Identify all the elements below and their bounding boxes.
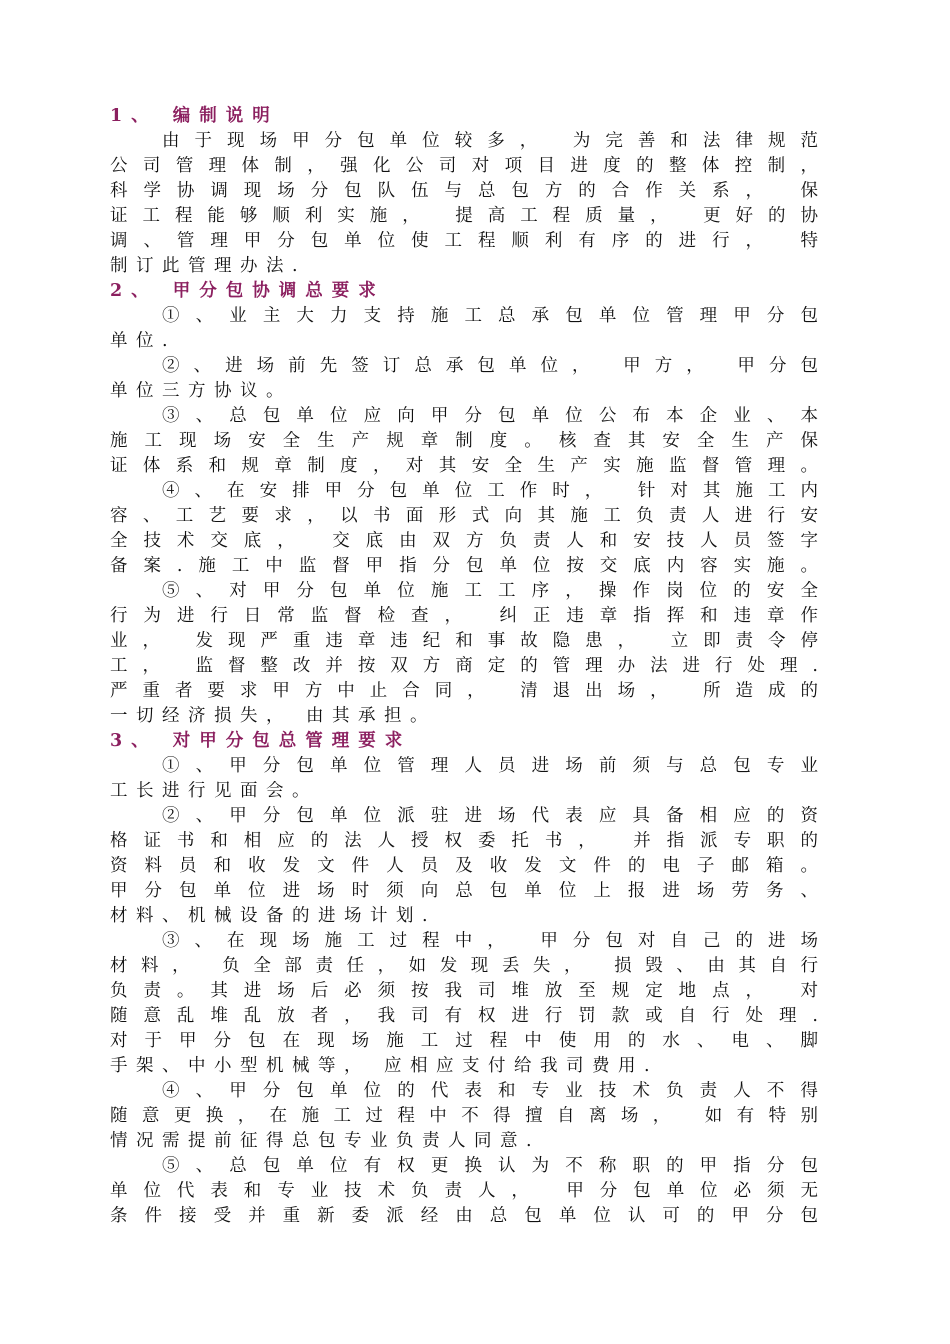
text-line: 业， 发现严重违章违纪和事故隐患， 立即责令停 bbox=[110, 631, 818, 651]
text-line: 随意乱堆乱放者，我司有权进行罚款或自行处理. bbox=[110, 1006, 818, 1026]
text-line: ③、总包单位应向甲分包单位公布本企业、本 bbox=[162, 406, 818, 426]
text-line: 调、管理甲分包单位使工程顺利有序的进行， 特 bbox=[110, 231, 818, 251]
text-line: 备案.施工中监督甲指分包单位按交底内容实施。 bbox=[110, 556, 818, 576]
text-line: 全技术交底， 交底由双方负责人和安技人员签字 bbox=[110, 531, 818, 551]
text-line: 甲分包单位进场时须向总包单位上报进场劳务、 bbox=[110, 881, 818, 901]
text-line: 材料、机械设备的进场计划. bbox=[110, 906, 437, 926]
document-page bbox=[110, 104, 818, 1229]
text-line: 工， 监督整改并按双方商定的管理办法进行处理. bbox=[110, 656, 818, 676]
text-line: 证体系和规章制度，对其安全生产实施监督管理。 bbox=[110, 456, 818, 476]
text-line: 行为进行日常监督检查， 纠正违章指挥和违章作 bbox=[110, 606, 818, 626]
section-heading: 1、 编制说明 bbox=[110, 106, 279, 126]
text-line: ③、在现场施工过程中， 甲分包对自己的进场 bbox=[162, 931, 818, 951]
text-line: 制订此管理办法. bbox=[110, 256, 307, 276]
text-line: 容、工艺要求，以书面形式向其施工负责人进行安 bbox=[110, 506, 818, 526]
text-line: 单位代表和专业技术负责人， 甲分包单位必须无 bbox=[110, 1181, 818, 1201]
text-line: 工长进行见面会。 bbox=[110, 781, 318, 801]
text-line: ⑤、对甲分包单位施工工序，操作岗位的安全 bbox=[162, 581, 818, 601]
text-line: 手架、中小型机械等， 应相应支付给我司费用. bbox=[110, 1056, 659, 1076]
text-line: ②、甲分包单位派驻进场代表应具备相应的资 bbox=[162, 806, 818, 826]
text-line: ④、甲分包单位的代表和专业技术负责人不得 bbox=[162, 1081, 818, 1101]
text-line: 情况需提前征得总包专业负责人同意. bbox=[110, 1131, 541, 1151]
text-line: 单位. bbox=[110, 331, 177, 351]
text-line: 施工现场安全生产规章制度。核查其安全生产保 bbox=[110, 431, 818, 451]
text-line: ④、在安排甲分包单位工作时， 针对其施工内 bbox=[162, 481, 818, 501]
text-line: 严重者要求甲方中止合同， 清退出场， 所造成的 bbox=[110, 681, 818, 701]
text-line: 负责。其进场后必须按我司堆放至规定地点， 对 bbox=[110, 981, 818, 1001]
section-heading: 3、 对甲分包总管理要求 bbox=[110, 731, 412, 751]
text-line: 由于现场甲分包单位较多， 为完善和法律规范 bbox=[162, 131, 818, 151]
text-line: 一切经济损失， 由其承担。 bbox=[110, 706, 437, 726]
text-line: 科学协调现场分包队伍与总包方的合作关系， 保 bbox=[110, 181, 818, 201]
section-heading: 2、 甲分包协调总要求 bbox=[110, 281, 385, 301]
text-line: ①、甲分包单位管理人员进场前须与总包专业 bbox=[162, 756, 818, 776]
text-line: 对于甲分包在现场施工过程中使用的水、电、脚 bbox=[110, 1031, 818, 1051]
text-line: ①、业主大力支持施工总承包单位管理甲分包 bbox=[162, 306, 818, 326]
text-line: 条件接受并重新委派经由总包单位认可的甲分包 bbox=[110, 1206, 818, 1226]
text-line: 单位三方协议。 bbox=[110, 381, 292, 401]
text-line: 材料， 负全部责任，如发现丢失， 损毁、由其自行 bbox=[110, 956, 818, 976]
text-line: ②、进场前先签订总承包单位， 甲方， 甲分包 bbox=[162, 356, 818, 376]
text-line: ⑤、总包单位有权更换认为不称职的甲指分包 bbox=[162, 1156, 818, 1176]
text-line: 资料员和收发文件人员及收发文件的电子邮箱。 bbox=[110, 856, 818, 876]
text-line: 公司管理体制，强化公司对项目进度的整体控制， bbox=[110, 156, 818, 176]
text-line: 证工程能够顺利实施， 提高工程质量， 更好的协 bbox=[110, 206, 818, 226]
text-line: 随意更换，在施工过程中不得擅自离场， 如有特别 bbox=[110, 1106, 818, 1126]
text-line: 格证书和相应的法人授权委托书， 并指派专职的 bbox=[110, 831, 818, 851]
